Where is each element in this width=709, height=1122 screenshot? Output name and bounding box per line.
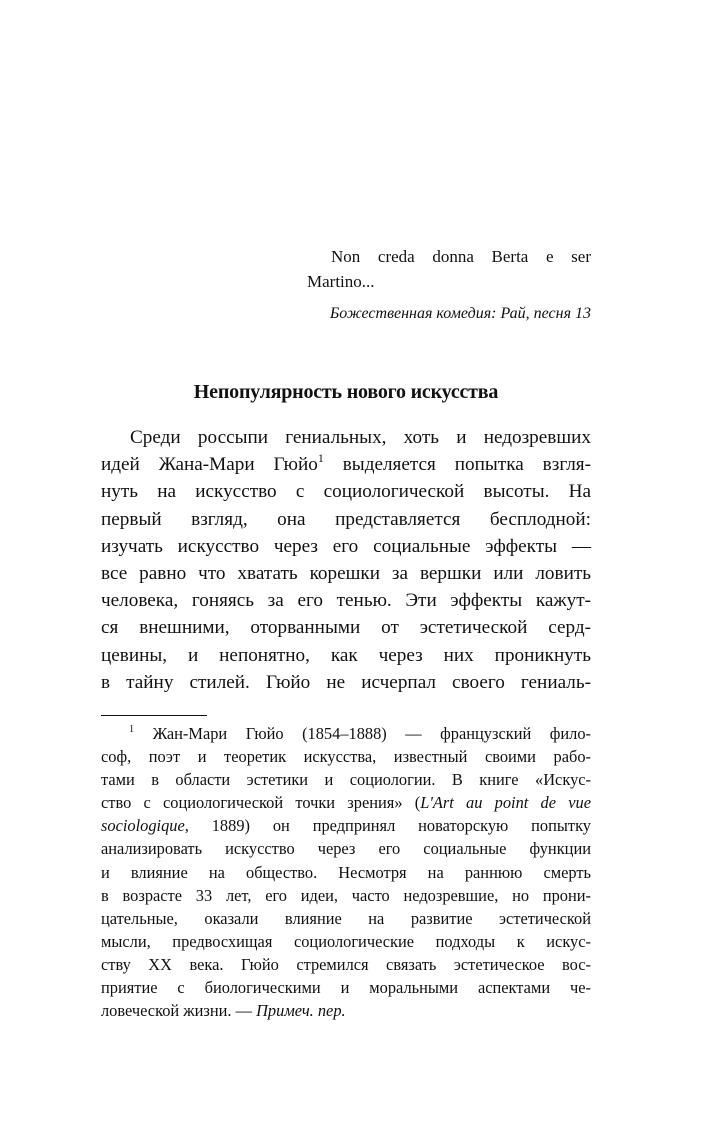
footnote-line-segment: ство с социологической точки зрения» ( (101, 793, 421, 813)
footnote-book-title: L'Art au point de vue (420, 793, 591, 813)
body-line: ся внешними, оторванными от эстетической серд- (101, 617, 591, 639)
footnote-line: цательные, оказали влияние на развитие эстетической (101, 908, 591, 928)
body-paragraph (101, 424, 591, 696)
footnote-line (101, 791, 591, 814)
body-line-segment: идей Жана-Мари Гюйо (101, 454, 318, 476)
epigraph-quote-line: Martino... (307, 272, 375, 291)
footnote-line: соф, поэт и теоретик искусства, известный своими рабо- (101, 747, 591, 767)
footnote-line: тами в области эстетики и социологии. В книге «Искус- (101, 770, 591, 790)
body-line: Среди россыпи гениальных, хоть и недозревших (130, 427, 591, 448)
footnote-reference[interactable]: 1 (317, 450, 324, 465)
body-line-segment: выделяется попытка взгля- (342, 454, 591, 476)
footnote-line: и влияние на общество. Несмотря на раннюю смерть (101, 862, 591, 882)
body-line: нуть на искусство с социологической высоты. На (101, 481, 591, 503)
translator-note: Примеч. пер. (256, 1001, 346, 1021)
epigraph-source: Божественная комедия: Рай, песня 13 (329, 305, 591, 322)
epigraph (307, 244, 591, 325)
body-line (101, 451, 591, 478)
footnote-book-title: sociologique (101, 816, 185, 836)
footnote-divider (101, 715, 207, 716)
body-line: все равно что хватать корешки за вершки или ловить (101, 563, 591, 585)
footnote-line: приятие с биологическими и моральными аспектами че- (101, 978, 591, 998)
chapter-title: Непопулярность нового искусства (193, 381, 499, 403)
epigraph-quote-line: Non creda donna Berta e ser (331, 247, 591, 266)
body-line: человека, гоняясь за его тенью. Эти эффекты кажут- (101, 590, 591, 612)
footnote-line: анализировать искусство через его социальные функции (101, 839, 591, 859)
footnote-line-segment: , 1889) он предпринял новаторскую попытку (184, 816, 591, 836)
footnote-line: ству XX века. Гюйо стремился связать эстетическое вос- (101, 954, 591, 974)
body-line: первый взгляд, она представляется бесплодной: (101, 508, 591, 530)
footnote-line-segment: Жан-Мари Гюйо (1854–1888) — французский фило- (152, 724, 591, 743)
footnote-line (101, 999, 591, 1022)
epigraph-quote (307, 244, 591, 294)
footnote-marker: 1 (129, 723, 135, 735)
body-line: в тайну стилей. Гюйо не исчерпал своего гениаль- (101, 671, 591, 693)
footnote-line-segment: ловеческой жизни. — (101, 1001, 257, 1021)
footnote-line: в возрасте 33 лет, его идеи, часто недозревшие, но прони- (101, 885, 591, 905)
footnote-line (101, 722, 591, 745)
footnote (101, 722, 591, 1022)
body-line: изучать искусство через его социальные эффекты — (101, 535, 591, 557)
body-line: цевины, и непонятно, как через них проникнуть (101, 644, 591, 666)
footnote-line (101, 814, 591, 837)
footnote-line: мысли, предвосхищая социологические подходы к искус- (101, 931, 591, 951)
